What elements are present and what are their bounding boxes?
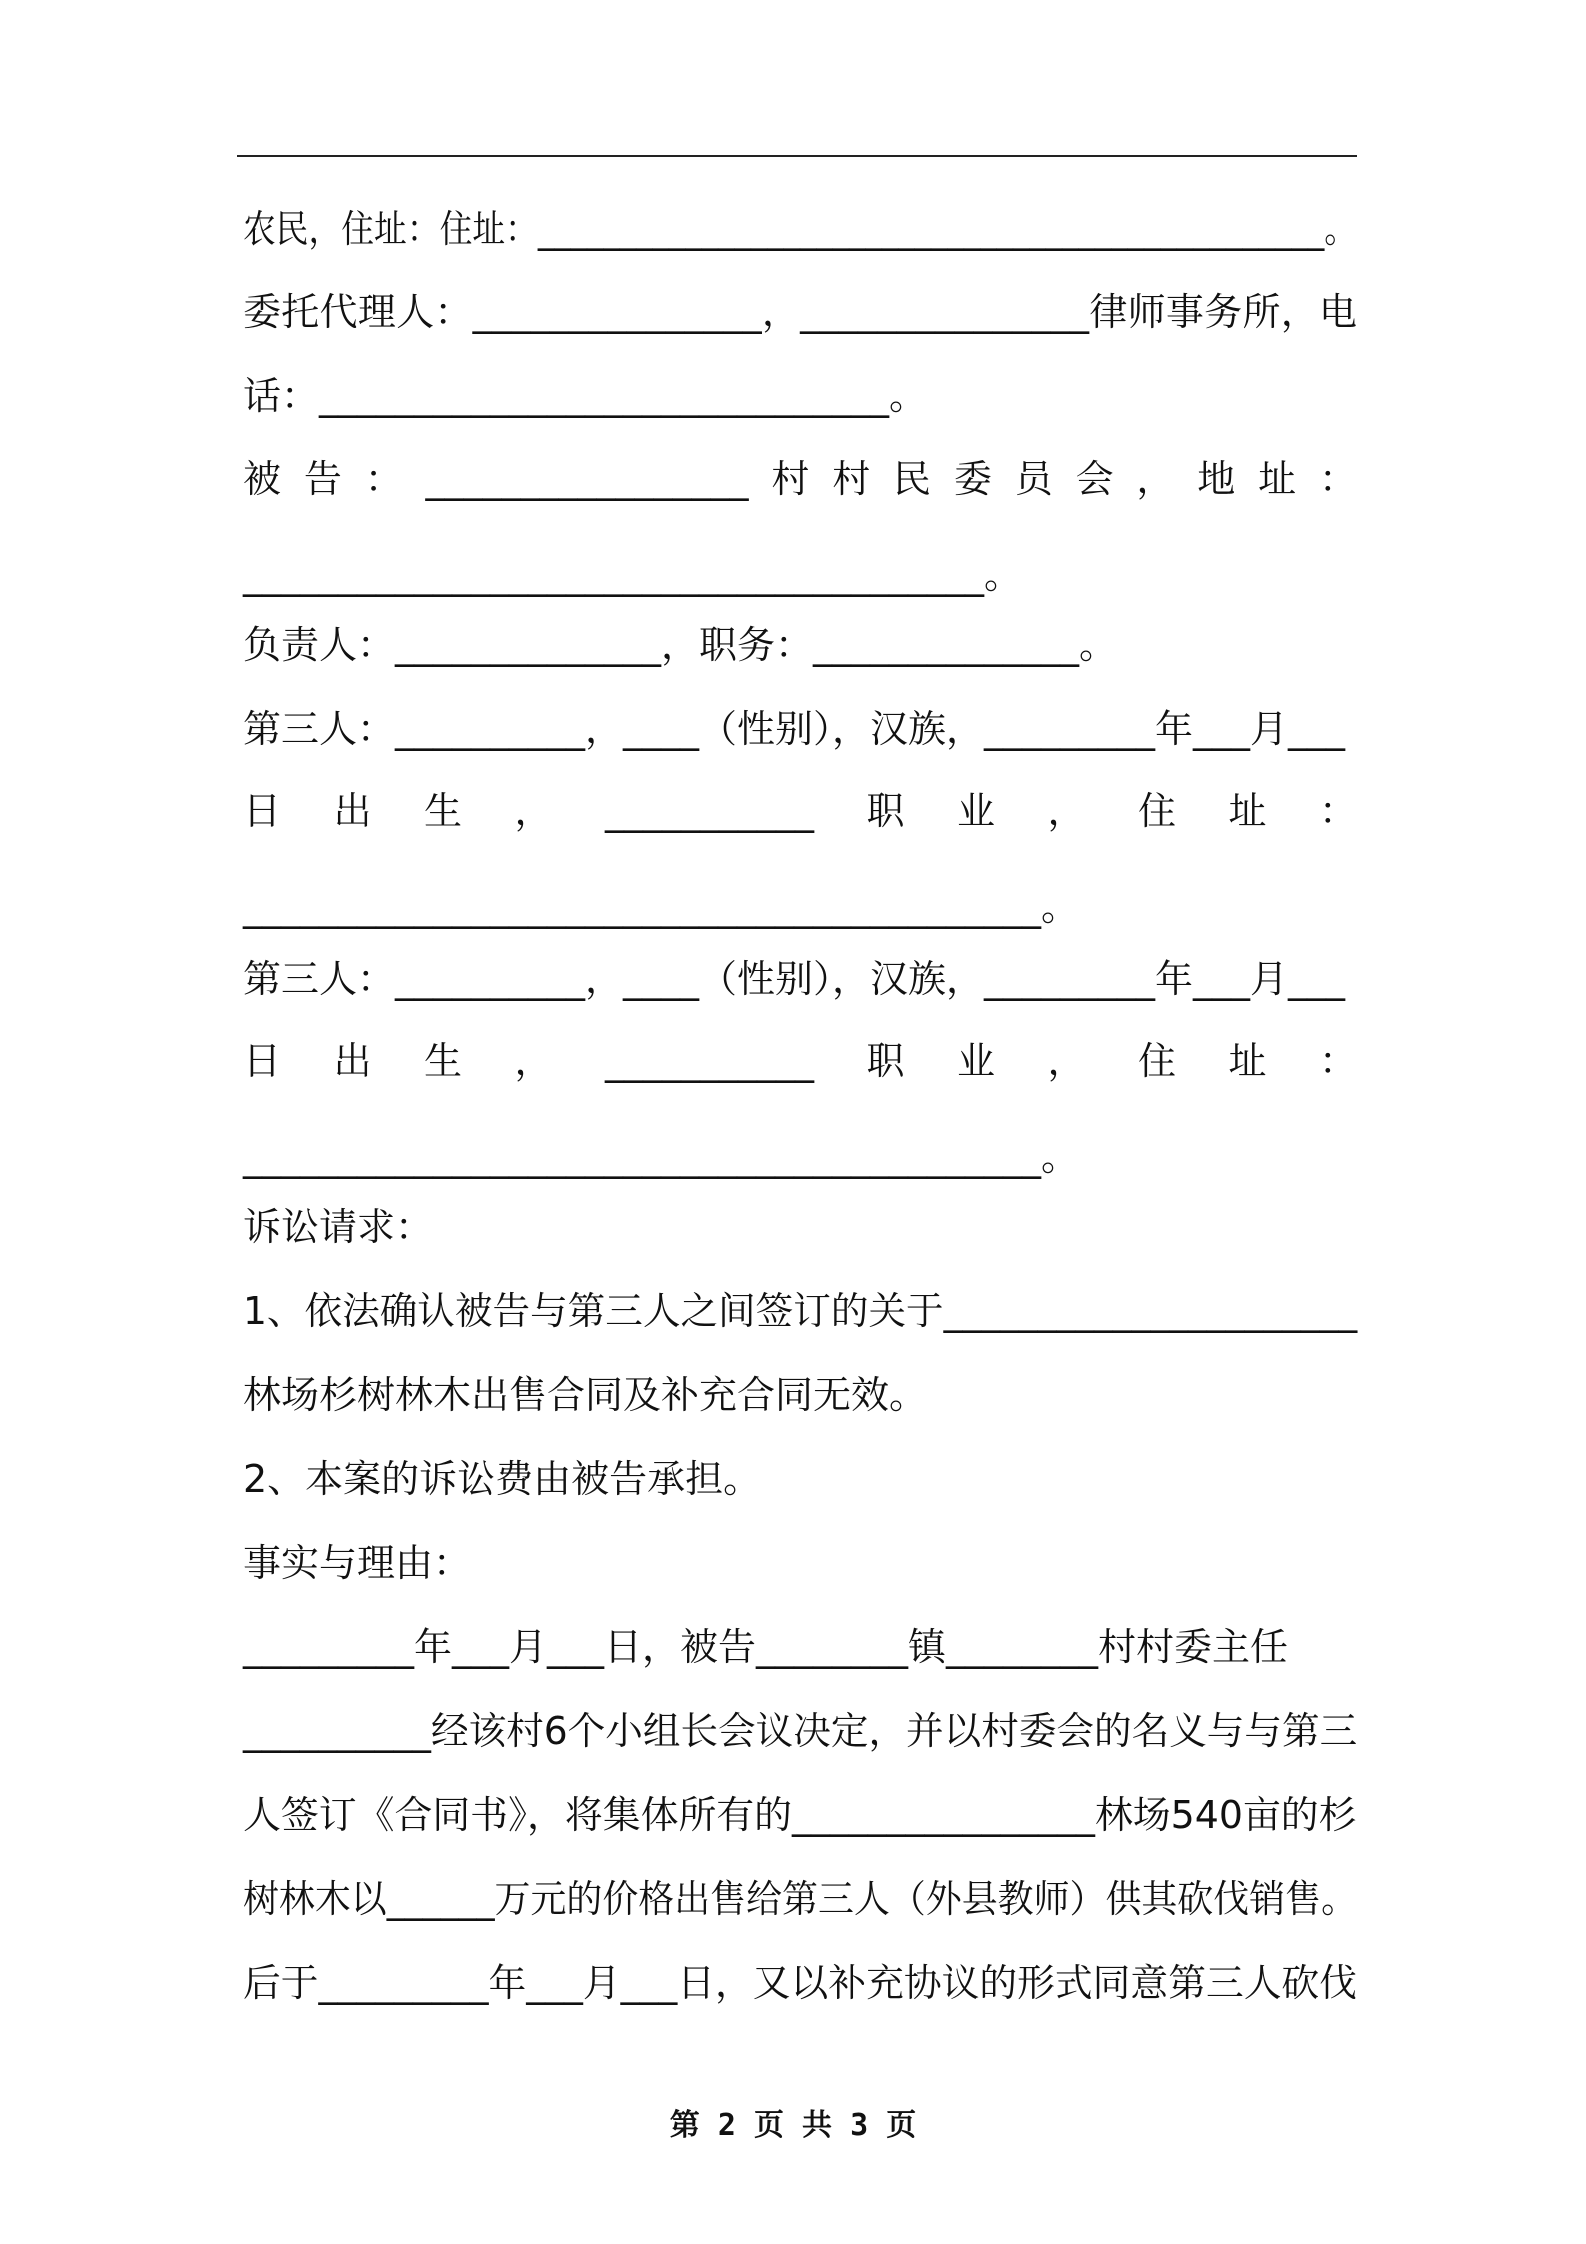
text-line: _______________________________________。 <box>243 553 1023 597</box>
section-heading: 事实与理由： <box>243 1541 472 1585</box>
text-glyph: 业 <box>956 1039 995 1083</box>
text-glyph: 职 <box>866 1039 905 1083</box>
text-glyph: 职 <box>866 789 905 833</box>
text-line: _________年___月___日，被告________镇________村村委主任 <box>243 1625 1289 1669</box>
text-line: 人签订《合同书》，将集体所有的________________林场540亩的杉 <box>243 1793 1357 1837</box>
text-glyph: 住 <box>1137 789 1176 833</box>
text-line-defendant <box>243 457 1357 501</box>
text-line: 林场杉树林木出售合同及补充合同无效。 <box>243 1373 928 1417</box>
text-glyph: 业 <box>956 789 995 833</box>
text-glyph: ， <box>1047 1039 1086 1083</box>
text-line: 树林木以______万元的价格出售给第三人（外县教师）供其砍伐销售。 <box>243 1877 1358 1921</box>
text-line: 农民，住址：住址：________________________________________________。 <box>243 207 1358 251</box>
text-glyph: 地 <box>1197 457 1236 501</box>
text-blank: ___________ <box>605 789 814 833</box>
text-glyph: 出 <box>333 1039 372 1083</box>
text-glyph: ， <box>514 1039 553 1083</box>
page-footer: 第 2 页 共 3 页 <box>669 2108 917 2143</box>
text-glyph: ， <box>1136 457 1175 501</box>
text-glyph: 生 <box>424 1039 463 1083</box>
text-glyph: 址 <box>1228 1039 1267 1083</box>
text-glyph: ： <box>1318 1039 1357 1083</box>
text-glyph: 民 <box>893 457 932 501</box>
text-line: 话：______________________________。 <box>243 374 928 418</box>
text-line: 2、本案的诉讼费由被告承担。 <box>243 1457 762 1501</box>
text-line-birth <box>243 1039 1357 1083</box>
text-glyph: 委 <box>953 457 992 501</box>
text-glyph: 出 <box>333 789 372 833</box>
text-glyph: ， <box>514 789 553 833</box>
text-line: 第三人：__________，____（性别），汉族，_________年___月___ <box>243 707 1346 751</box>
section-heading: 诉讼请求： <box>243 1205 434 1249</box>
text-line: 第三人：__________，____（性别），汉族，_________年___月___ <box>243 957 1346 1001</box>
text-glyph: ， <box>1047 789 1086 833</box>
text-glyph: 员 <box>1014 457 1053 501</box>
text-blank: ___________ <box>605 1039 814 1083</box>
text-glyph: 告 <box>303 457 342 501</box>
text-line: __________________________________________。 <box>243 1135 1080 1179</box>
text-glyph: 村 <box>832 457 871 501</box>
text-glyph: ： <box>364 457 403 501</box>
text-glyph: 被 <box>243 457 282 501</box>
text-line: __________经该村6个小组长会议决定，并以村委会的名义与与第三 <box>243 1709 1358 1753</box>
text-glyph: ： <box>1318 457 1357 501</box>
text-line-content: 委托代理人：_______________，_______________律师事务所，电 <box>243 290 1358 334</box>
text-glyph: 会 <box>1075 457 1114 501</box>
text-line: 负责人：______________，职务：______________。 <box>243 623 1118 667</box>
text-glyph: 址 <box>1228 789 1267 833</box>
text-glyph: 日 <box>243 789 282 833</box>
text-line: 后于_________年___月___日，又以补充协议的形式同意第三人砍伐 <box>243 1961 1358 2005</box>
text-glyph: 日 <box>243 1039 282 1083</box>
text-line: __________________________________________。 <box>243 885 1080 929</box>
text-glyph: 住 <box>1137 1039 1176 1083</box>
text-blank: _________________ <box>425 457 749 501</box>
text-glyph: ： <box>1318 789 1357 833</box>
text-line <box>243 290 1358 334</box>
text-line-birth <box>243 789 1357 833</box>
text-glyph: 址 <box>1258 457 1297 501</box>
text-line: 1、依法确认被告与第三人之间签订的关于______________________ <box>243 1289 1358 1333</box>
header-rule <box>237 155 1357 157</box>
text-glyph: 村 <box>771 457 810 501</box>
text-glyph: 生 <box>424 789 463 833</box>
